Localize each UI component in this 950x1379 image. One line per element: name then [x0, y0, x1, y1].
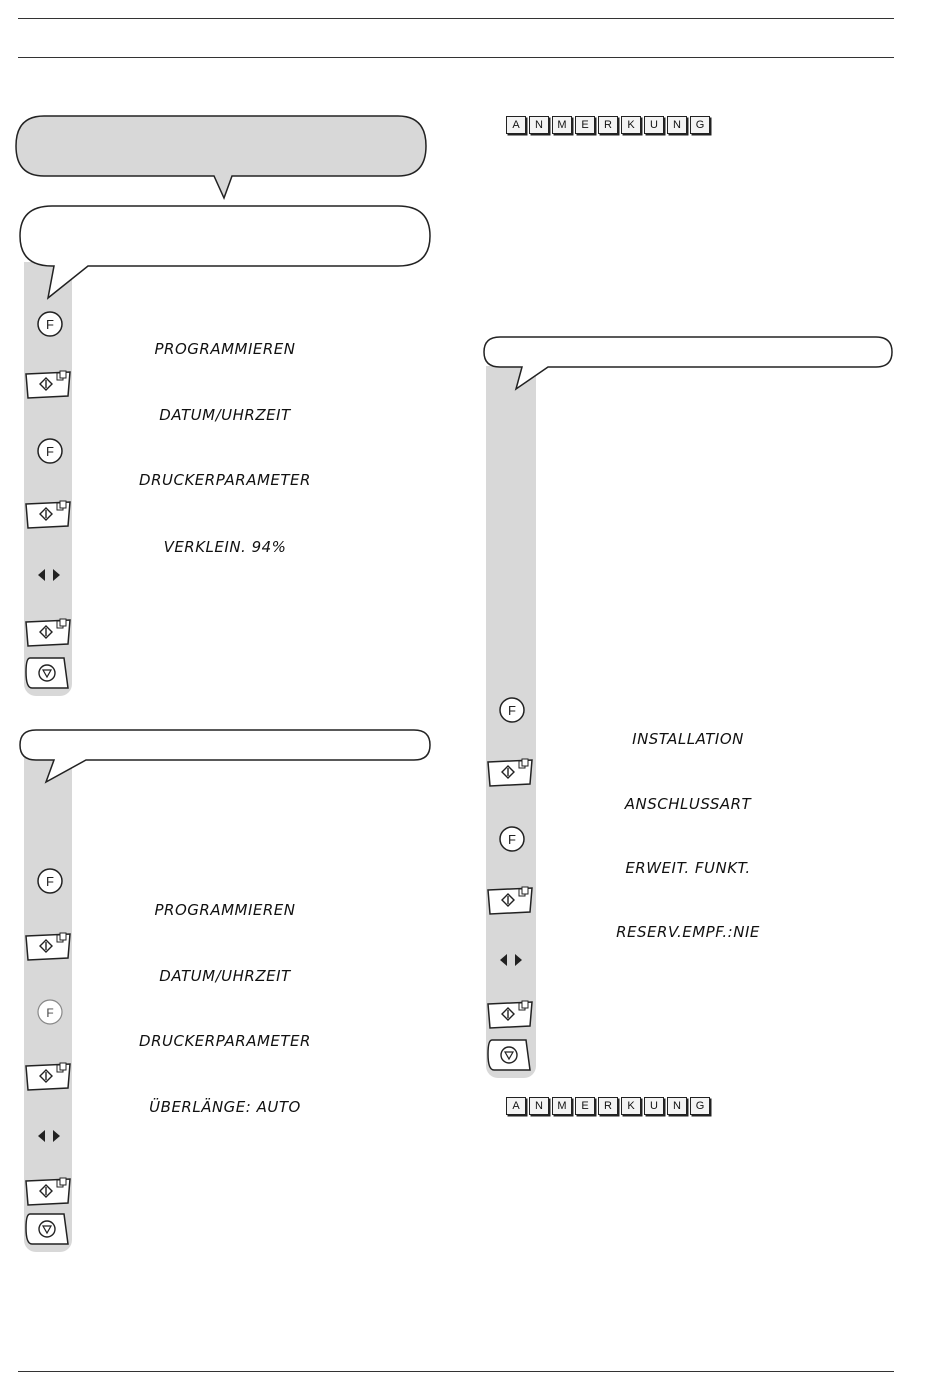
note-letter: E: [575, 116, 595, 134]
note-letter: R: [598, 1097, 618, 1115]
lcd-step-4: RESERV.EMPF.:NIE: [616, 923, 760, 941]
lcd-step-2: DATUM/UHRZEIT: [159, 967, 291, 985]
footer-rule: [18, 1371, 894, 1372]
note-letter: A: [506, 1097, 526, 1115]
svg-text:F: F: [46, 444, 54, 459]
procedure-bubble-reservation: [482, 335, 898, 395]
function-key-icon: [498, 825, 526, 853]
note-letter: N: [529, 116, 549, 134]
arrow-keys-icon: [36, 1127, 62, 1145]
note-letter: A: [506, 116, 526, 134]
svg-text:F: F: [46, 1006, 54, 1020]
function-key-letter: F: [46, 317, 54, 332]
note-letter: U: [644, 1097, 664, 1115]
lcd-step-4: ÜBERLÄNGE: AUTO: [149, 1098, 301, 1116]
start-copy-key-icon: [24, 370, 74, 400]
function-key-icon: [36, 437, 64, 465]
lcd-step-3: ERWEIT. FUNKT.: [625, 859, 751, 877]
start-copy-key-icon: [486, 758, 536, 788]
arrow-keys-icon: [498, 951, 524, 969]
start-copy-key-icon: [486, 1000, 536, 1030]
note-letter: N: [529, 1097, 549, 1115]
header-rule-bottom: [18, 57, 894, 58]
lcd-step-2: DATUM/UHRZEIT: [159, 406, 291, 424]
start-copy-key-icon: [24, 500, 74, 530]
svg-text:F: F: [508, 832, 516, 847]
procedure-bubble-overlength: [18, 728, 434, 788]
title-bubble: [14, 114, 430, 204]
note-letter: R: [598, 116, 618, 134]
svg-text:F: F: [508, 703, 516, 718]
note-letter: E: [575, 1097, 595, 1115]
note-letter: N: [667, 1097, 687, 1115]
lcd-step-4: VERKLEIN. 94%: [163, 538, 287, 556]
stop-key-icon: [24, 1212, 72, 1246]
svg-text:F: F: [46, 874, 54, 889]
lcd-step-2: ANSCHLUSSART: [624, 795, 752, 813]
note-label-top: [506, 116, 710, 134]
note-letter: G: [690, 1097, 710, 1115]
lcd-step-3: DRUCKERPARAMETER: [139, 1032, 311, 1050]
stop-key-icon: [486, 1038, 534, 1072]
function-key-icon: [498, 696, 526, 724]
function-key-icon: [36, 867, 64, 895]
lcd-step-1: PROGRAMMIEREN: [154, 901, 296, 919]
start-copy-key-icon: [24, 932, 74, 962]
start-copy-key-icon: [24, 618, 74, 648]
note-letter: K: [621, 1097, 641, 1115]
start-copy-key-icon: [486, 886, 536, 916]
note-letter: G: [690, 116, 710, 134]
header-rule-top: [18, 18, 894, 19]
stop-key-icon: [24, 656, 72, 690]
note-label-bottom: [506, 1097, 710, 1115]
note-letter: K: [621, 116, 641, 134]
note-letter: M: [552, 1097, 572, 1115]
lcd-step-1: INSTALLATION: [632, 730, 744, 748]
lcd-step-3: DRUCKERPARAMETER: [139, 471, 311, 489]
start-copy-key-icon: [24, 1177, 74, 1207]
note-letter: U: [644, 116, 664, 134]
function-key-icon: [36, 310, 64, 338]
start-copy-key-icon: [24, 1062, 74, 1092]
note-letter: N: [667, 116, 687, 134]
procedure-bubble-reduction: [18, 204, 434, 304]
function-key-icon: [36, 998, 64, 1026]
arrow-keys-icon: [36, 566, 62, 584]
note-letter: M: [552, 116, 572, 134]
lcd-step-1: PROGRAMMIEREN: [154, 340, 296, 358]
